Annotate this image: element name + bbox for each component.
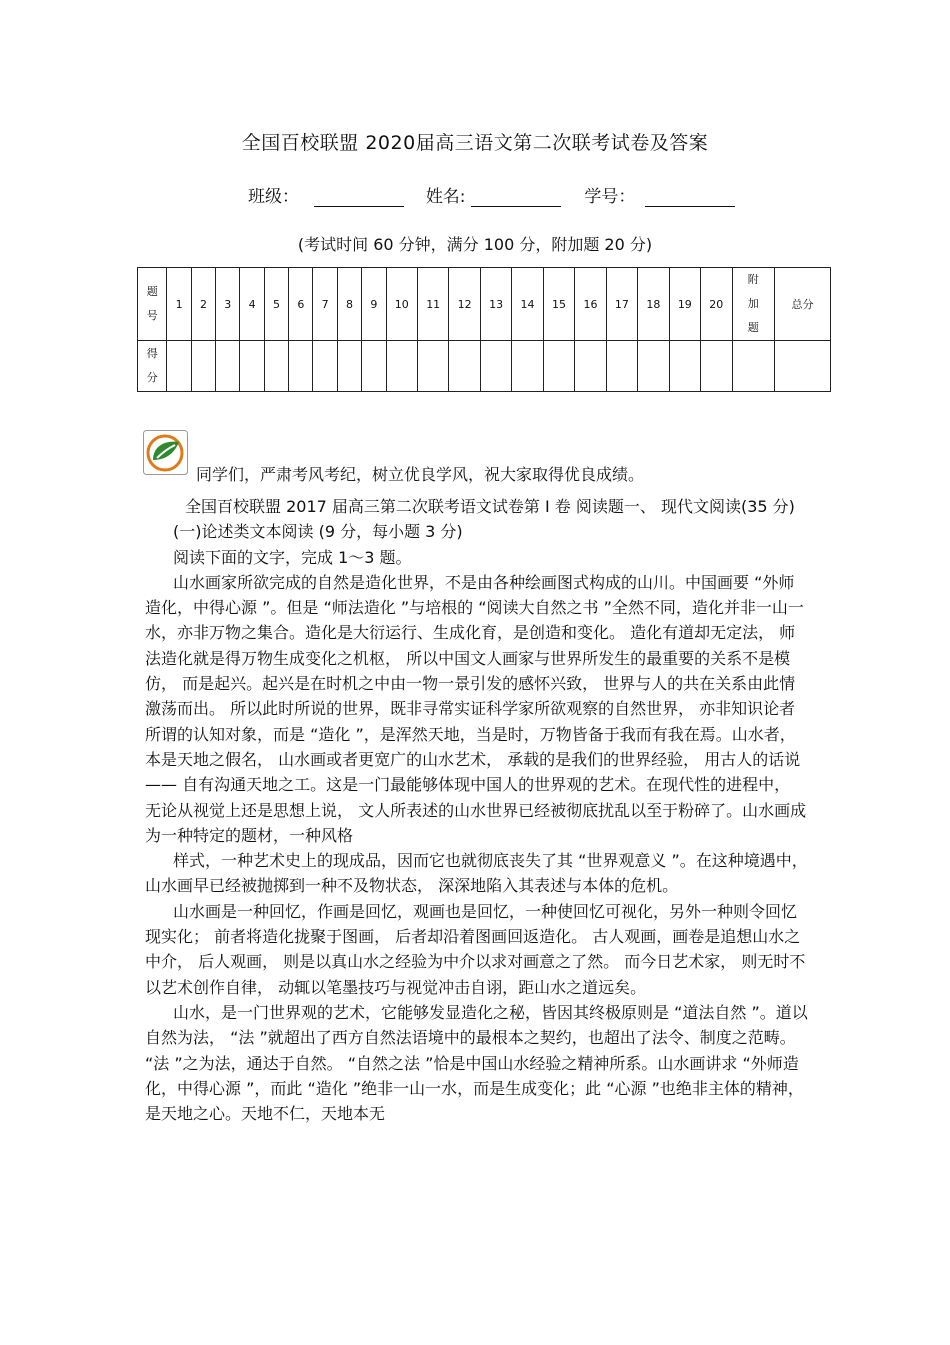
- question-number-cell: 16: [575, 268, 606, 341]
- question-number-cell: 4: [240, 268, 264, 341]
- question-number-cell: 13: [480, 268, 511, 341]
- question-number-cell: 7: [313, 268, 337, 341]
- question-number-cell: 5: [264, 268, 288, 341]
- class-blank[interactable]: [314, 188, 404, 207]
- row2-header-cell: [138, 341, 167, 392]
- question-number-cell: 19: [669, 268, 700, 341]
- extra-question-cell: [732, 268, 775, 341]
- score-cell[interactable]: [240, 341, 264, 392]
- paragraph: 山水画家所欲完成的自然是造化世界，不是由各种绘画图式构成的山川。中国画要 “外师造化，中得心源 ”。但是 “师法造化 ”与培根的 “阅读大自然之书 ”全然不同，造化并非一山一水，亦非万物之集合。造化是大衍运行、生成化育，是创造和变化。 造化有道却无定法， 师法造化就是得万物生成变化之机枢， 所以中国文人画家与世界所发生的最重要的关系不是模仿， 而是起兴。起兴是在时机之中由一物一景引发的感怀兴致， 世界与人的共在关系由此情激荡而出。 所以此时所说的世界，既非寻常实证科学家所欲观察的自然世界， 亦非知识论者所谓的认知对象，而是 “造化 ”，是浑然天地，当是时，万物皆备于我而有我在焉。山水者，本是天地之假名， 山水画或者更宽广的山水艺术， 承载的是我们的世界经验， 用古人的话说 —— 自有沟通天地之工。这是一门最能够体现中国人的世界观的艺术。在现代性的进程中， 无论从视觉上还是思想上说， 文人所表述的山水世界已经被彻底扰乱以至于粉碎了。山水画成为一种特定的题材，一种风格: [145, 572, 807, 845]
- question-number-cell: 20: [701, 268, 732, 341]
- score-cell[interactable]: [167, 341, 191, 392]
- score-cell[interactable]: [669, 341, 700, 392]
- paragraph: 全国百校联盟 2017 届高三第二次联考语文试卷第 I 卷 阅读题一、 现代文阅读(35 分): [185, 497, 795, 516]
- row2-header-label: 得 分: [146, 347, 158, 384]
- document-title: 全国百校联盟 2020届高三语文第二次联考试卷及答案: [241, 132, 709, 154]
- exam-note: (考试时间 60 分钟，满分 100 分，附加题 20 分): [297, 235, 653, 254]
- question-number-cell: 9: [362, 268, 386, 341]
- score-row: [138, 341, 831, 392]
- score-cell[interactable]: [417, 341, 448, 392]
- row1-header-cell: [138, 268, 167, 341]
- question-number-cell: 1: [167, 268, 191, 341]
- question-number-cell: 10: [386, 268, 417, 341]
- score-table: [137, 267, 831, 392]
- question-number-cell: 11: [417, 268, 448, 341]
- id-blank[interactable]: [645, 188, 735, 207]
- question-number-cell: 2: [191, 268, 215, 341]
- leaf-logo-icon: [143, 430, 188, 475]
- score-cell[interactable]: [449, 341, 480, 392]
- extra-score-cell[interactable]: [732, 341, 775, 392]
- total-score-header: 总分: [775, 268, 831, 341]
- question-number-cell: 6: [289, 268, 313, 341]
- score-cell[interactable]: [264, 341, 288, 392]
- score-cell[interactable]: [362, 341, 386, 392]
- question-number-cell: 15: [543, 268, 574, 341]
- score-cell[interactable]: [512, 341, 543, 392]
- paragraph: 阅读下面的文字，完成 1～3 题。: [173, 547, 412, 567]
- question-number-row: [138, 268, 831, 341]
- paragraph: 山水画是一种回忆，作画是回忆，观画也是回忆，一种使回忆可视化，另外一种则令回忆现实化； 前者将造化拢聚于图画， 后者却沿着图画回返造化。 古人观画，画卷是追想山水之中介， 后人观画， 则是以真山水之经验为中介以求对画意之了然。 而今日艺术家， 则无时不以艺术创作自律， 动辄以笔墨技巧与视觉冲击自诩，距山水之道远矣。: [145, 901, 806, 997]
- article-body: [145, 494, 810, 1126]
- score-cell[interactable]: [701, 341, 732, 392]
- score-cell[interactable]: [216, 341, 240, 392]
- row1-header-label: 题 号: [146, 285, 158, 322]
- score-cell[interactable]: [638, 341, 669, 392]
- score-cell[interactable]: [543, 341, 574, 392]
- id-label: 学号：: [584, 187, 636, 207]
- score-cell[interactable]: [575, 341, 606, 392]
- question-number-cell: 3: [216, 268, 240, 341]
- score-cell[interactable]: [191, 341, 215, 392]
- score-cell[interactable]: [289, 341, 313, 392]
- name-label: 姓名:: [425, 187, 466, 207]
- student-info-row: [248, 182, 735, 207]
- question-number-cell: 12: [449, 268, 480, 341]
- paragraph: (一)论述类文本阅读 (9 分，每小题 3 分): [173, 522, 463, 542]
- score-cell[interactable]: [606, 341, 637, 392]
- question-number-cell: 8: [337, 268, 361, 341]
- total-score-cell[interactable]: [775, 341, 831, 392]
- score-cell[interactable]: [386, 341, 417, 392]
- paragraph: 山水，是一门世界观的艺术，它能够发显造化之秘，皆因其终极原则是 “道法自然 ”。道以自然为法， “法 ”就超出了西方自然法语境中的最根本之契约，也超出了法令、制度之范畴。 “法 ”之为法，通达于自然。 “自然之法 ”恰是中国山水经验之精神所系。山水画讲求 “外师造化，中得心源 ”，而此 “造化 ”绝非一山一水，而是生成变化；此 “心源 ”也绝非主体的精神，是天地之心。天地不仁，天地本无: [145, 1002, 808, 1124]
- question-number-cell: 14: [512, 268, 543, 341]
- extra-question-label: 附 加 题: [747, 273, 759, 334]
- score-cell[interactable]: [337, 341, 361, 392]
- score-cell[interactable]: [313, 341, 337, 392]
- class-label: 班级：: [248, 187, 299, 207]
- name-blank[interactable]: [471, 188, 561, 207]
- question-number-cell: 18: [638, 268, 669, 341]
- score-cell[interactable]: [480, 341, 511, 392]
- paragraph: 样式，一种艺术史上的现成品，因而它也就彻底丧失了其 “世界观意义 ”。在这种境遇中， 山水画早已经被抛掷到一种不及物状态， 深深地陷入其表述与本体的危机。: [145, 851, 808, 896]
- question-number-cell: 17: [606, 268, 637, 341]
- greeting-text: 同学们，严肃考风考纪，树立优良学风，祝大家取得优良成绩。: [196, 465, 645, 484]
